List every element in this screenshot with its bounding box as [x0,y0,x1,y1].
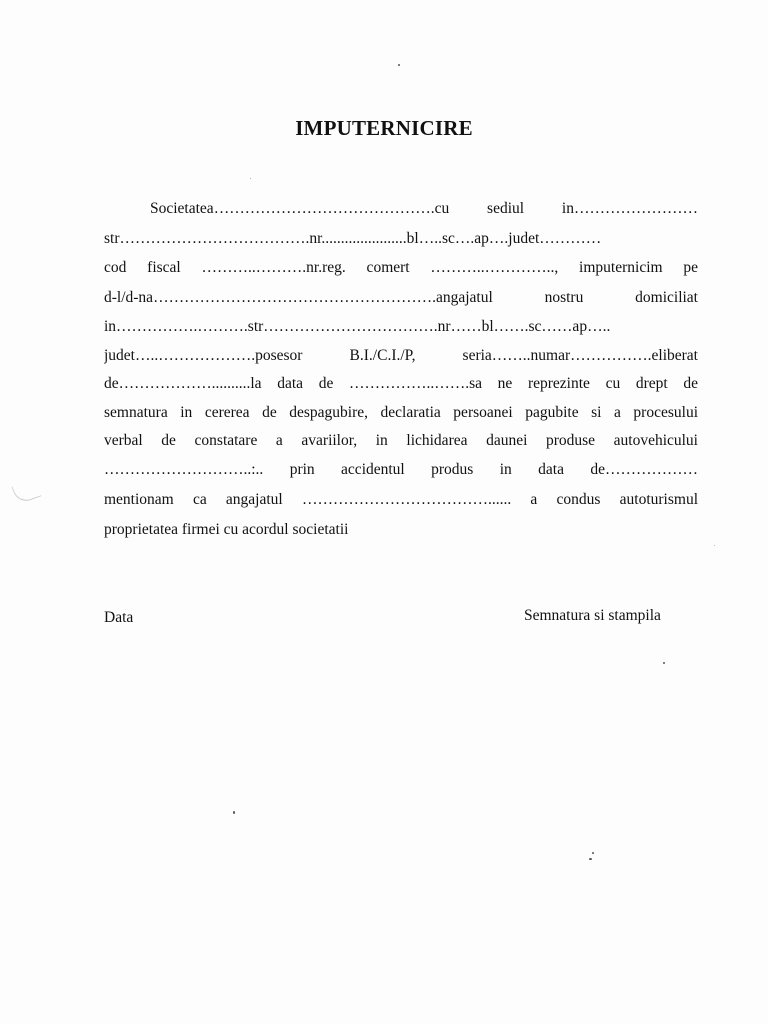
body-line-3: cod fiscal ………..……….nr.reg. comert ………..………….., imputernicim pe [104,259,698,276]
scan-speck [592,852,594,854]
body-line-1: Societatea…………………………………….cu sediul in…………………… [150,200,698,217]
body-line-5: in…………….……….str…………………………….nr……bl…….sc……ap….. [104,318,611,335]
scan-speck [398,64,400,66]
body-line-8: semnatura in cererea de despagubire, declaratia persoanei pagubite si a procesului [104,404,698,421]
body-line-10: ………………………..:.. prin accidentul produs in data de……………… [104,461,698,478]
margin-mark [12,478,42,504]
scan-speck [233,811,235,814]
scan-speck [714,545,715,546]
body-line-12: proprietatea firmei cu acordul societatii [104,521,349,538]
body-line-9: verbal de constatare a avariilor, in lichidarea daunei produse autovehicului [104,432,698,449]
document-title: IMPUTERNICIRE [295,116,473,140]
body-line-4: d-l/d-na……………………………………………….angajatul nostru domiciliat [104,289,698,306]
body-line-6: judet…..……………….posesor B.I./C.I./P, seria……..numar…………….eliberat [104,347,698,364]
scan-speck [663,662,665,664]
body-line-11: mentionam ca angajatul ………………………………...... a condus autoturismul [104,491,698,508]
body-line-7: de………………..........la data de ……………..…….sa ne reprezinte cu drept de [104,375,698,392]
body-line-2: str……………………………….nr......................bl…..sc….ap….judet………… [104,230,602,247]
scan-speck [589,858,592,860]
signature-label: Semnatura si stampila [524,607,661,624]
scan-speck [250,178,251,179]
date-label: Data [104,609,134,626]
